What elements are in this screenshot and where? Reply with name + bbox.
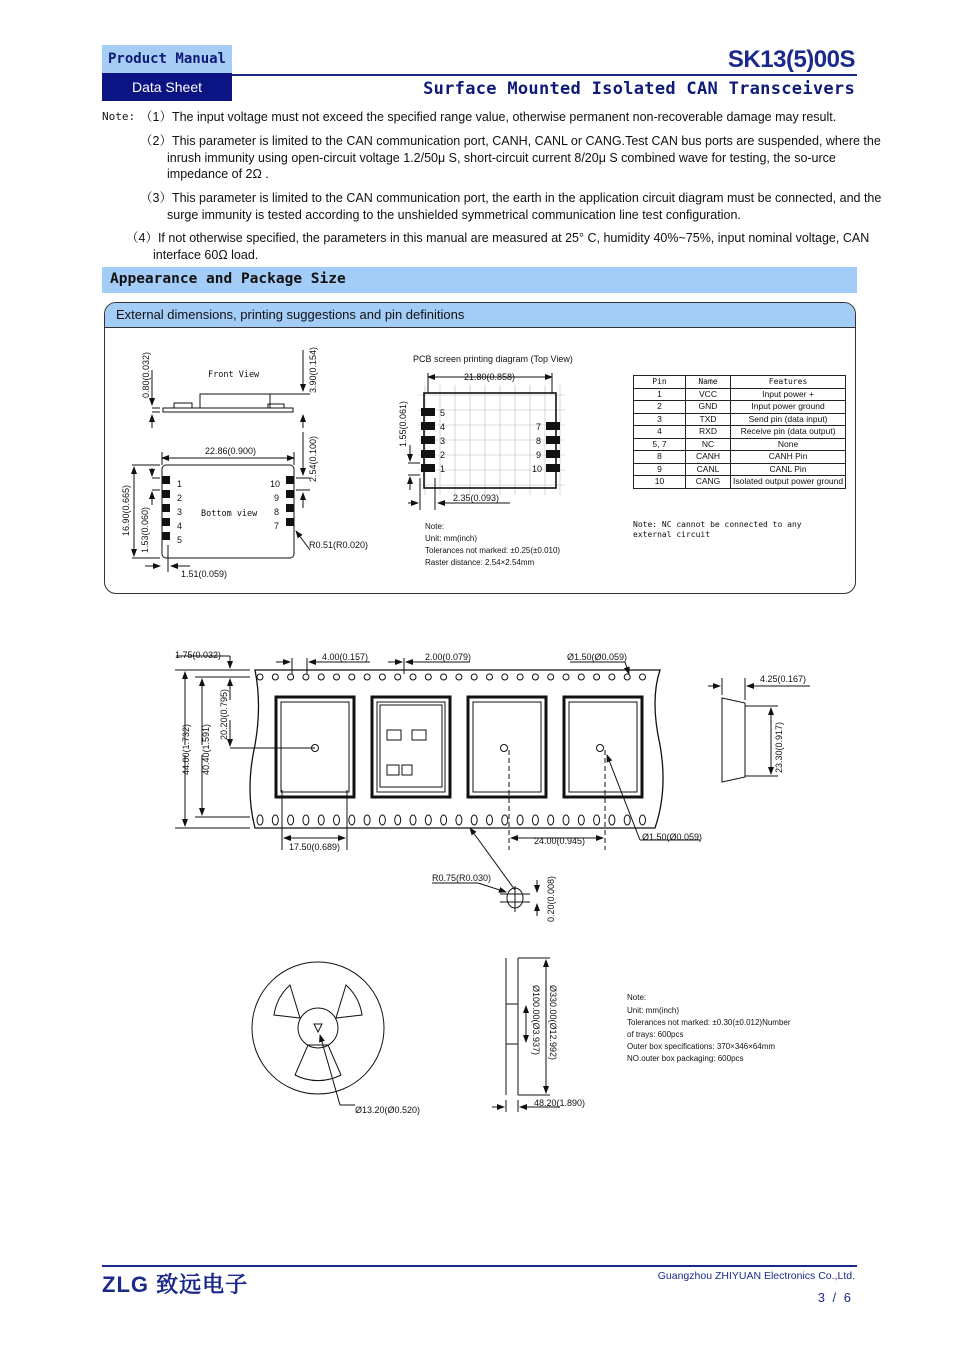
carrier-tape-panel-title: Carrier tape/gum tray size — [105, 605, 855, 630]
table-row — [634, 451, 846, 464]
sprocket-hole — [609, 815, 615, 825]
sprocket-holes-bottom — [257, 815, 646, 825]
front-view-label: Front View — [208, 370, 260, 380]
pin-cell: 3 — [634, 413, 686, 426]
sprocket-hole — [364, 674, 370, 680]
pin-label: 8 — [274, 507, 280, 517]
sprocket-hole — [395, 815, 401, 825]
pcb-view-title: PCB screen printing diagram (Top View) — [413, 354, 573, 364]
dim-pad-width: 1.53(0.060) — [140, 506, 150, 553]
note-item-2: （2）This parameter is limited to the CAN communication port, CANH, CANL or CANG.Test CAN bus ports are suspended, where the inrush immunity using open-circuit voltage 1.2/50μ S, short-circuit current 8/20μ S combined wave for testing, the so-urce impedance of 2Ω . — [140, 134, 881, 181]
tape-note-trays: of trays: 600pcs — [627, 1030, 684, 1039]
footer-divider — [102, 1265, 857, 1267]
tape-pocket — [276, 697, 354, 797]
pin-cell: 9 — [634, 463, 686, 476]
tape-note-packaging: NO.outer box packaging: 600pcs — [627, 1054, 744, 1063]
tape-note-unit: Unit: mm(inch) — [627, 1006, 680, 1015]
name-cell: GND — [686, 401, 731, 414]
tape-note-outer-box: Outer box specifications: 370×346×64mm — [627, 1042, 776, 1051]
module-component — [412, 730, 426, 740]
sprocket-hole — [456, 674, 462, 680]
features-cell: CANH Pin — [731, 451, 846, 464]
header-name: Name — [686, 376, 731, 389]
dim-bottom-width: 22.86(0.900) — [205, 446, 257, 456]
dim-depth: 4.25(0.167) — [760, 674, 807, 684]
name-cell: CANG — [686, 476, 731, 489]
sprocket-hole — [318, 674, 324, 680]
pin-label: 5 — [177, 535, 183, 545]
pin-cell: 5, 7 — [634, 438, 686, 451]
sprocket-hole — [272, 674, 278, 680]
dim-height: 3.90(0.154) — [308, 346, 318, 393]
dim-reel-outer: Ø330.00(Ø12.992) — [548, 985, 558, 1061]
zlg-logo: ZLG 致远电子 — [102, 1272, 249, 1297]
sprocket-hole — [532, 815, 538, 825]
pin-cell: 4 — [634, 426, 686, 439]
data-sheet-badge: Data Sheet — [102, 73, 232, 101]
sprocket-hole — [640, 674, 646, 680]
sprocket-holes-top — [257, 674, 646, 680]
sprocket-hole — [471, 815, 477, 825]
tape-note-tolerance: Tolerances not marked: ±0.30(±0.012)Number — [627, 1018, 791, 1027]
pin-label: 3 — [440, 436, 446, 446]
tape-note-label: Note: — [627, 993, 647, 1002]
tape-pocket-inner — [377, 702, 445, 792]
dimensions-panel-title: External dimensions, printing suggestions and pin definitions — [105, 303, 855, 328]
pin-label: 2 — [177, 493, 183, 503]
sprocket-hole — [517, 674, 523, 680]
dim-pcb-offset: 2.35(0.093) — [453, 493, 500, 503]
sprocket-hole — [640, 815, 646, 825]
pin-definition-table — [633, 375, 846, 489]
sprocket-hole — [624, 674, 630, 680]
sprocket-hole — [410, 815, 416, 825]
sprocket-hole — [303, 815, 309, 825]
sprocket-hole — [257, 674, 263, 680]
table-row — [634, 476, 846, 489]
sprocket-hole — [288, 674, 294, 680]
dim-bottom-height: 16.90(0.665) — [121, 484, 131, 536]
pin-table-note: Note: NC cannot be connected to any external circuit — [633, 520, 802, 539]
name-cell: NC — [686, 438, 731, 451]
pin-label: 5 — [440, 408, 446, 418]
dim-radius: R0.51(R0.020) — [309, 540, 369, 550]
pcb-note-tolerance: Tolerances not marked: ±0.25(±0.010) — [425, 546, 561, 555]
sprocket-hole — [548, 674, 554, 680]
sprocket-hole — [318, 815, 324, 825]
sprocket-hole — [441, 815, 447, 825]
dim-reel-width: 48.20(1.890) — [534, 1098, 586, 1108]
table-header-row — [634, 376, 846, 389]
dim-tape-width: 44.00(1.732) — [181, 723, 191, 775]
name-cell: CANL — [686, 463, 731, 476]
sprocket-hole — [303, 674, 309, 680]
pin-cell: 8 — [634, 451, 686, 464]
features-cell: Send pin (data input) — [731, 413, 846, 426]
pocket-hole — [501, 745, 508, 752]
pcb-note-unit: Unit: mm(inch) — [425, 534, 478, 543]
pin-label: 4 — [177, 521, 183, 531]
pin-label: 1 — [177, 479, 183, 489]
dim-hole-span: 40.40(1.591) — [201, 723, 211, 775]
pin-cell: 1 — [634, 388, 686, 401]
dim-thickness: 0.20(0.008) — [546, 875, 556, 922]
sprocket-hole — [425, 674, 431, 680]
sprocket-hole — [257, 815, 263, 825]
dim-pcb-thickness: 0.80(0.032) — [141, 351, 151, 398]
tape-pocket — [372, 697, 450, 797]
sprocket-hole — [471, 674, 477, 680]
dim-pocket-width: 17.50(0.689) — [289, 842, 341, 852]
page-number: 3 / 6 — [817, 1290, 853, 1305]
sprocket-hole — [487, 815, 493, 825]
module-component — [402, 765, 412, 775]
front-view-drawing — [152, 350, 310, 428]
header-pin: Pin — [634, 376, 686, 389]
pcb-note-raster: Raster distance: 2.54×2.54mm — [425, 558, 535, 567]
sprocket-hole — [395, 674, 401, 680]
sprocket-hole — [548, 815, 554, 825]
sprocket-hole — [272, 815, 278, 825]
pin-label: 2 — [440, 450, 446, 460]
pcb-note-label: Note: — [425, 522, 445, 531]
sprocket-hole — [379, 815, 385, 825]
sprocket-hole — [379, 674, 385, 680]
sprocket-hole — [517, 815, 523, 825]
sprocket-hole — [441, 674, 447, 680]
dim-radius-detail: R0.75(R0.030) — [432, 873, 492, 883]
pin-label: 3 — [177, 507, 183, 517]
sprocket-hole — [334, 815, 340, 825]
dim-pcb-width: 21.80(0.858) — [464, 372, 516, 382]
sprocket-hole — [487, 674, 493, 680]
sprocket-hole — [624, 815, 630, 825]
dim-pocket-pitch: 24.00(0.945) — [534, 836, 586, 846]
name-cell: VCC — [686, 388, 731, 401]
sprocket-hole — [425, 815, 431, 825]
dim-hole-pitch: 4.00(0.157) — [322, 652, 369, 662]
pin-label: 4 — [440, 422, 446, 432]
table-row — [634, 426, 846, 439]
note-item-3: （3）This parameter is limited to the CAN communication port, the earth in the application circuit diagram must be connected, and the surge immunity is tested according to the unshielded symmetrical communication line test configuration. — [140, 191, 882, 222]
pin-cell: 2 — [634, 401, 686, 414]
sprocket-hole — [609, 674, 615, 680]
tape-pocket-inner — [281, 702, 349, 792]
dim-center: 20.20(0.795) — [219, 688, 229, 740]
dim-edge: 1.51(0.059) — [181, 569, 228, 579]
notes-label: Note: — [102, 110, 136, 123]
sprocket-hole — [594, 815, 600, 825]
name-cell: RXD — [686, 426, 731, 439]
dim-hole-offset: 2.00(0.079) — [425, 652, 472, 662]
pin-label: 10 — [270, 479, 281, 489]
pin-label: 9 — [536, 450, 542, 460]
features-cell: Input power ground — [731, 401, 846, 414]
dim-pin-pitch: 2.54(0.100) — [308, 435, 318, 482]
dim-pocket-height: 23.30(0.917) — [774, 721, 784, 773]
dim-hole-dia-bottom: Ø1.50(Ø0.059) — [642, 832, 703, 842]
dim-pcb-pad: 1.55(0.061) — [398, 400, 408, 447]
pin-label: 8 — [536, 436, 542, 446]
features-cell: Input power + — [731, 388, 846, 401]
features-cell: CANL Pin — [731, 463, 846, 476]
pin-label: 9 — [274, 493, 280, 503]
company-name: Guangzhou ZHIYUAN Electronics Co.,Ltd. — [657, 1270, 855, 1282]
table-row — [634, 413, 846, 426]
note-item-1: （1）The input voltage must not exceed the specified range value, otherwise permanent non-recoverable damage may result. — [140, 110, 837, 124]
dim-reel-hub: Ø13.20(Ø0.520) — [355, 1105, 421, 1115]
table-row — [634, 463, 846, 476]
sprocket-hole — [502, 815, 508, 825]
pin-cell: 10 — [634, 476, 686, 489]
module-component — [387, 730, 401, 740]
sprocket-hole — [334, 674, 340, 680]
sprocket-hole — [563, 815, 569, 825]
pin-label: 1 — [440, 464, 446, 474]
sprocket-hole — [532, 674, 538, 680]
document-subtitle: Surface Mounted Isolated CAN Transceivers — [423, 79, 855, 99]
sprocket-hole — [456, 815, 462, 825]
sprocket-hole — [349, 815, 355, 825]
sprocket-hole — [502, 674, 508, 680]
table-row — [634, 388, 846, 401]
pin-label: 7 — [536, 422, 542, 432]
table-row — [634, 438, 846, 451]
tape-pockets — [276, 697, 642, 797]
sprocket-hole — [578, 674, 584, 680]
pcb-view-pin-numbers — [440, 408, 542, 474]
table-row — [634, 401, 846, 414]
pin-label: 7 — [274, 521, 280, 531]
sprocket-hole — [410, 674, 416, 680]
module-component — [387, 765, 399, 775]
features-cell: None — [731, 438, 846, 451]
sprocket-hole — [288, 815, 294, 825]
name-cell: CANH — [686, 451, 731, 464]
sprocket-hole — [349, 674, 355, 680]
name-cell: TXD — [686, 413, 731, 426]
features-cell: Isolated output power ground — [731, 476, 846, 489]
sprocket-hole — [594, 674, 600, 680]
features-cell: Receive pin (data output) — [731, 426, 846, 439]
dim-tape-edge: 1.75(0.032) — [175, 650, 222, 660]
pin-label: 10 — [532, 464, 543, 474]
dim-hole-dia-top: Ø1.50(Ø0.059) — [567, 652, 628, 662]
section-title: Appearance and Package Size — [110, 271, 346, 287]
sprocket-hole — [563, 674, 569, 680]
header-features: Features — [731, 376, 846, 389]
bottom-view-label: Bottom view — [201, 509, 258, 519]
sprocket-hole — [578, 815, 584, 825]
note-item-4: （4）If not otherwise specified, the parameters in this manual are measured at 25° C, humidity 40%~75%, input nominal voltage, CAN interface 60Ω load. — [126, 231, 870, 262]
sprocket-hole — [364, 815, 370, 825]
model-title: SK13(5)00S — [727, 46, 855, 73]
product-manual-badge: Product Manual — [102, 45, 232, 73]
pocket-hole — [597, 745, 604, 752]
dim-reel-inner: Ø100.00(Ø3.937) — [531, 985, 541, 1056]
